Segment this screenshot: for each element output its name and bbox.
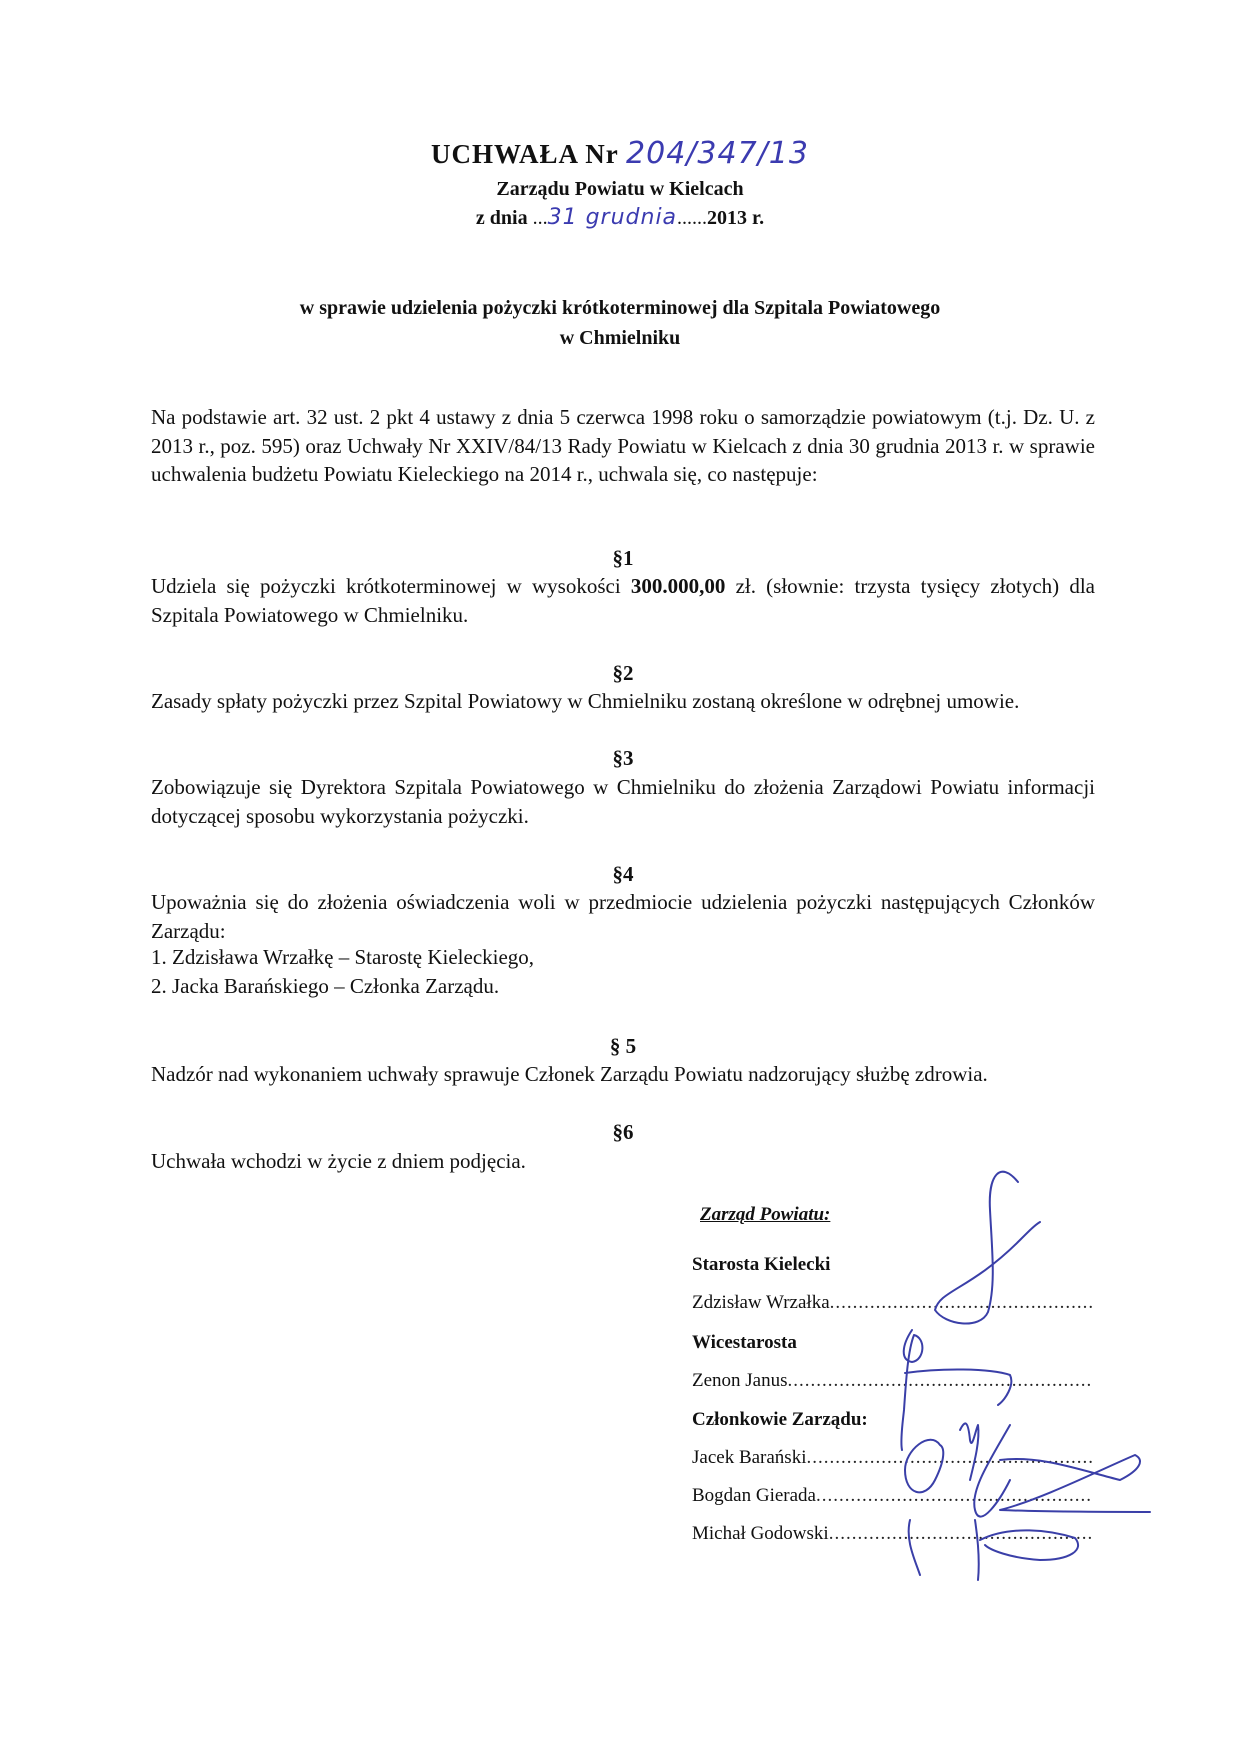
section-1-text: Udziela się pożyczki krótkoterminowej w wysokości 300.000,00 zł. (słownie: trzysta tysięcy złotych) dla Szpitala Powiatowego w Chmielniku. [151,574,1096,627]
legal-basis-preamble: Na podstawie art. 32 ust. 2 pkt 4 ustawy z dnia 5 czerwca 1998 roku o samorządzie powiatowym (t.j. Dz. U. z 2013 r., poz. 595) oraz Uchwały Nr XXIV/84/13 Rady Powiatu w Kielcach z dnia 30 grudnia 2013 r. w sprawie uchwalenia budżetu Powiatu Kieleckiego na 2014 r., uchwala się, co następuje: [151,405,1095,486]
member-name-2: Bogdan Gierada [692,1485,816,1506]
section-3-heading: §3 [612,746,634,770]
member-signature-line-3 [692,1523,1092,1545]
section-6-text: Uchwała wchodzi w życie z dniem podjęcia. [151,1149,526,1173]
wicestarosta-title: Wicestarosta [692,1332,797,1353]
handwritten-date: 31 grudnia [547,205,678,230]
starosta-name: Zdzisław Wrzałka [692,1292,830,1313]
issuing-board: Zarządu Powiatu w Kielcach [496,178,744,200]
wicestarosta-signature-line [692,1370,1092,1392]
resolution-date: z dnia ...31 grudnia......2013 r. [475,205,765,230]
authorized-member-1: 1. Zdzisława Wrzałkę – Starostę Kieleckiego, [151,945,535,969]
subject-line-1: w sprawie udzielenia pożyczki krótkoterminowej dla Szpitala Powiatowego [299,297,941,319]
section-2-text: Zasady spłaty pożyczki przez Szpital Powiatowy w Chmielniku zostaną określone w odrębnej umowie. [151,689,1020,713]
starosta-title: Starosta Kielecki [692,1254,831,1275]
member-name-3: Michał Godowski [692,1523,829,1544]
board-signature-title: Zarząd Powiatu: [700,1204,831,1225]
section-5-text: Nadzór nad wykonaniem uchwały sprawuje Członek Zarządu Powiatu nadzorujący służbę zdrowia. [151,1062,988,1086]
section-1-heading: §1 [612,546,634,570]
starosta-signature-line [692,1292,1092,1314]
authorized-member-2: 2. Jacka Barańskiego – Członka Zarządu. [151,974,500,998]
title-prefix: UCHWAŁA Nr [431,139,619,169]
member-name-1: Jacek Barański [692,1447,807,1468]
board-members-title: Członkowie Zarządu: [692,1409,868,1430]
date-prefix: z dnia [475,207,528,229]
loan-amount: 300.000,00 [630,574,726,598]
resolution-subject [150,293,1090,353]
wicestarosta-name: Zenon Janus [692,1370,788,1391]
resolution-title [0,136,1240,171]
member-signature-line-2 [692,1485,1092,1507]
section-2-heading: §2 [612,661,634,685]
section-4-text: Upoważnia się do złożenia oświadczenia woli w przedmiocie udzielenia pożyczki następujących Członków Zarządu: [151,890,1095,943]
section-3-text: Zobowiązuje się Dyrektora Szpitala Powiatowego w Chmielniku do złożenia Zarządowi Powiatu informacji dotyczącej sposobu wykorzystania pożyczki. [151,775,1095,828]
handwritten-resolution-number: 204/347/13 [626,136,809,171]
section-5-heading: § 5 [609,1034,637,1058]
date-suffix: 2013 r. [707,207,765,229]
section-4-heading: §4 [612,862,634,886]
section-6-heading: §6 [612,1120,634,1144]
subject-line-2: w Chmielniku [559,327,681,349]
member-signature-line-1 [692,1447,1092,1469]
